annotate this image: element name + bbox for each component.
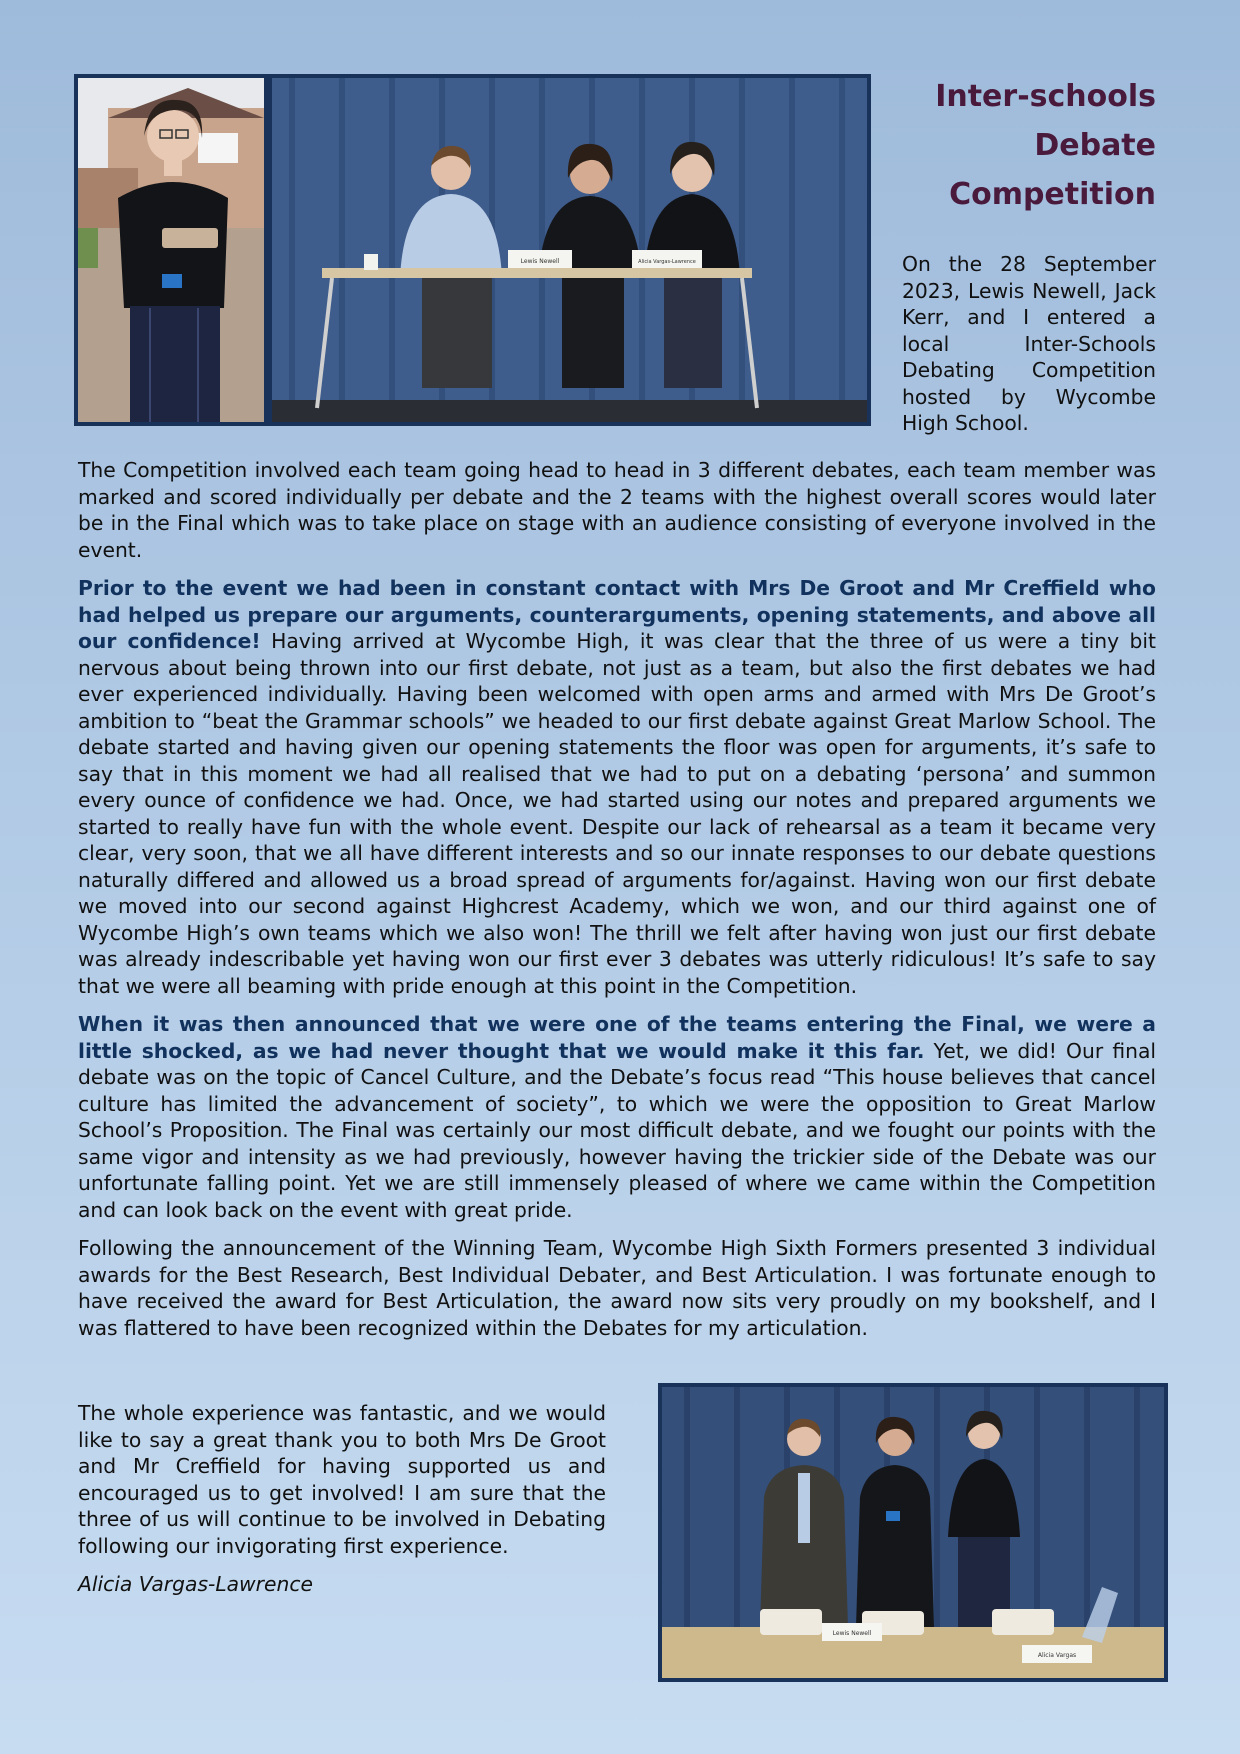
paragraph-2-body: Having arrived at Wycombe High, it was clear that the three of us were a tiny bit nervous about being thrown into our first debate, not just as a team, but also the first debates we had ever experienced individually. Having been welcomed with open arms and armed with Mrs De Groot’s ambition to “beat the Grammar schools” we headed to our first debate against Great Marlow School. The debate started and having given our opening statements the floor was open for arguments, it’s safe to say that in this moment we had all realised that we had to put on a debating ‘persona’ and summon every ounce of confidence we had. Once, we had started using our notes and prepared arguments we started to really have fun with the whole event. Despite our lack of rehearsal as a team it became very clear, very soon, that we all have different interests and so our innate responses to our debate questions naturally differed and allowed us a broad spread of arguments for/against. Having won our first debate we moved into our second against Highcrest Academy, which we won, and our third against one of Wycombe High’s own teams which we also won! The thrill we felt after having won just our first debate was already indescribable yet having won our first ever 3 debates was utterly ridiculous! It’s safe to say that we were all beaming with pride enough at this point in the Competition. — [78, 629, 1156, 998]
paragraph-2 — [78, 575, 1156, 999]
panel-name-card-2: Alicia Vargas-Lawrence — [638, 259, 696, 265]
team-photo-art — [662, 1387, 1164, 1678]
intro-paragraph — [902, 251, 1156, 449]
paragraph-5: The whole experience was fantastic, and we would like to say a great thank you to both Mrs De Groot and Mr Creffield for having supported us and encouraged us to get involved! I am sure that the three of us will continue to be involved in Debating following our invigorating first experience. — [78, 1401, 606, 1558]
paragraph-1: The Competition involved each team going head to head in 3 different debates, each team member was marked and scored individually per debate and the 2 teams with the highest overall scores would later be in the Final which was to take place on stage with an audience consisting of everyone involved in the event. — [78, 458, 1156, 562]
paragraph-3-lead: When it was then announced that we were one of the teams entering the Final, we were a little shocked, as we had never thought that we would make it this far. — [78, 1012, 1156, 1063]
author-signature: Alicia Vargas-Lawrence — [78, 1572, 313, 1596]
paragraph-4: Following the announcement of the Winning Team, Wycombe High Sixth Formers presented 3 individual awards for the Best Research, Best Individual Debater, and Best Articulation. I was fortunate enough to have received the award for Best Articulation, the award now sits very proudly on my bookshelf, and I was flattered to have been recognized within the Debates for my articulation. — [78, 1236, 1156, 1340]
closing-section — [78, 1400, 606, 1610]
title-line-2: Debate — [1034, 128, 1156, 163]
article-title — [880, 72, 1156, 219]
portrait-photo — [74, 74, 268, 426]
paragraph-2-lead: Prior to the event we had been in constant contact with Mrs De Groot and Mr Creffield who had helped us prepare our arguments, counterarguments, opening statements, and above all our confidence! — [78, 576, 1156, 653]
article-body — [78, 457, 1156, 1353]
paragraph-3-body: Yet, we did! Our final debate was on the topic of Cancel Culture, and the Debate’s focus read “This house believes that cancel culture has limited the advancement of society”, to which we were the opposition to Great Marlow School’s Proposition. The Final was certainly our most difficult debate, and we fought our points with the same vigor and intensity as we had previously, however having the trickier side of the Debate was our unfortunate falling point. Yet we are still immensely pleased of where we came within the Competition and can look back on the event with great pride. — [78, 1038, 1157, 1222]
team-name-card-1: Lewis Newell — [832, 1630, 872, 1637]
paragraph-3 — [78, 1011, 1156, 1223]
portrait-photo-art — [78, 78, 264, 422]
title-line-1: Inter-schools — [935, 79, 1156, 114]
team-photo — [658, 1383, 1168, 1682]
panel-name-card-1: Lewis Newell — [520, 258, 560, 265]
team-name-card-2: Alicia Vargas — [1037, 1652, 1077, 1659]
title-line-3: Competition — [949, 177, 1156, 212]
debate-panel-photo — [268, 74, 871, 426]
intro-text: On the 28 September 2023, Lewis Newell, Jack Kerr, and I entered a local Inter-Schools Debating Competition hosted by Wycombe High School. — [902, 252, 1156, 435]
debate-panel-photo-art — [272, 78, 867, 422]
